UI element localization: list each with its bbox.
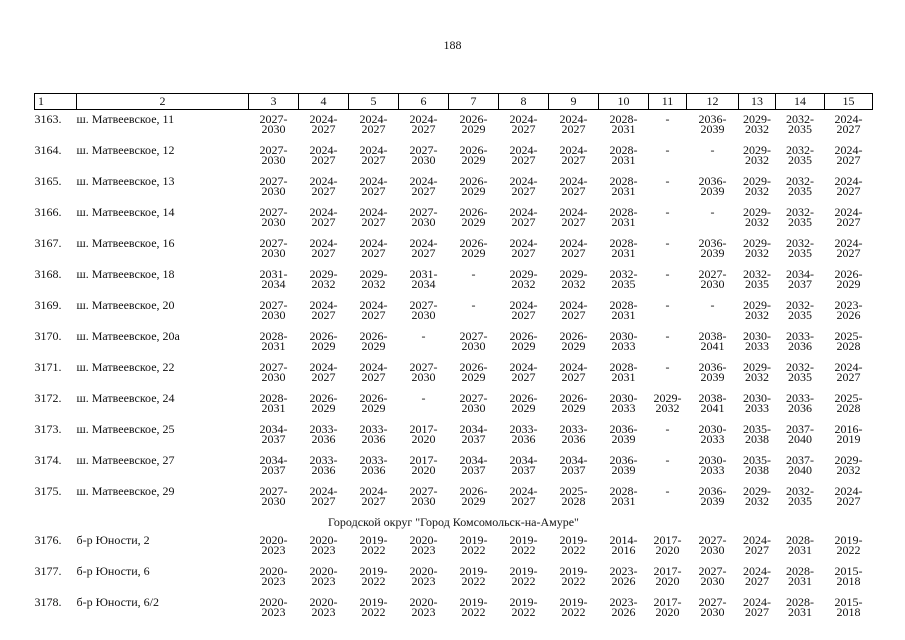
period-cell: 2027- 2030: [698, 564, 727, 588]
header-row: [35, 94, 873, 110]
address-cell: ш. Матвеевское, 13: [76, 174, 175, 188]
row-number: 3171.: [34, 360, 62, 374]
period-cell: 2026- 2029: [459, 112, 488, 136]
period-cell: -: [710, 205, 715, 219]
period-cell: 2036- 2039: [698, 112, 727, 136]
period-cell: 2026- 2029: [459, 205, 488, 229]
row-number: 3165.: [34, 174, 62, 188]
table-row: [35, 451, 873, 482]
period-cell: -: [421, 329, 426, 343]
period-cell: 2029- 2032: [309, 267, 338, 291]
period-cell: 2032- 2035: [786, 236, 814, 260]
period-cell: 2024- 2027: [509, 143, 538, 167]
period-cell: -: [665, 236, 670, 250]
period-cell: 2024- 2027: [509, 236, 538, 260]
period-cell: 2024- 2027: [359, 112, 388, 136]
period-cell: 2020- 2023: [259, 564, 288, 588]
section-title: Городской округ "Город Комсомольск-на-Амуре": [328, 515, 579, 529]
period-cell: 2032- 2035: [743, 267, 771, 291]
period-cell: 2017- 2020: [409, 422, 438, 446]
period-cell: 2024- 2027: [309, 484, 338, 508]
period-cell: 2031- 2034: [409, 267, 438, 291]
period-cell: 2017- 2020: [409, 453, 438, 477]
period-cell: 2033- 2036: [786, 329, 814, 353]
period-cell: 2020- 2023: [409, 564, 438, 588]
period-cell: 2024- 2027: [743, 595, 771, 619]
period-cell: 2028- 2031: [609, 484, 638, 508]
period-cell: 2028- 2031: [609, 143, 638, 167]
header-cell: 13: [739, 94, 776, 110]
period-cell: 2031- 2034: [259, 267, 288, 291]
period-cell: 2033- 2036: [309, 453, 338, 477]
header-cell: 7: [449, 94, 499, 110]
period-cell: 2024- 2027: [834, 174, 863, 198]
table-row: [35, 172, 873, 203]
period-cell: 2014- 2016: [609, 533, 638, 557]
period-cell: 2024- 2027: [359, 143, 388, 167]
period-cell: 2035- 2038: [743, 422, 771, 446]
period-cell: 2035- 2038: [743, 453, 771, 477]
period-cell: -: [665, 174, 670, 188]
period-cell: 2029- 2032: [509, 267, 538, 291]
period-cell: 2029- 2032: [653, 391, 682, 415]
period-cell: 2034- 2037: [459, 453, 488, 477]
period-cell: 2019- 2022: [359, 533, 388, 557]
period-cell: 2034- 2037: [459, 422, 488, 446]
table-row: [35, 562, 873, 593]
address-cell: ш. Матвеевское, 22: [76, 360, 175, 374]
period-cell: 2032- 2035: [786, 174, 814, 198]
period-cell: 2023- 2026: [834, 298, 863, 322]
row-number: 3174.: [34, 453, 62, 467]
period-cell: 2036- 2039: [698, 360, 727, 384]
period-cell: 2024- 2027: [309, 360, 338, 384]
period-cell: -: [665, 360, 670, 374]
period-cell: 2024- 2027: [559, 112, 588, 136]
period-cell: 2024- 2027: [359, 236, 388, 260]
period-cell: -: [665, 205, 670, 219]
period-cell: 2029- 2032: [743, 236, 771, 260]
row-number: 3178.: [34, 595, 62, 609]
period-cell: 2024- 2027: [309, 112, 338, 136]
period-cell: 2028- 2031: [786, 595, 814, 619]
period-cell: 2026- 2029: [509, 329, 538, 353]
table-row: [35, 420, 873, 451]
period-cell: 2023- 2026: [609, 564, 638, 588]
period-cell: 2020- 2023: [309, 595, 338, 619]
address-cell: ш. Матвеевское, 24: [76, 391, 175, 405]
row-number: 3164.: [34, 143, 62, 157]
header-cell: 12: [687, 94, 739, 110]
table-row: [35, 482, 873, 513]
period-cell: 2026- 2029: [459, 484, 488, 508]
address-cell: ш. Матвеевское, 29: [76, 484, 175, 498]
period-cell: 2024- 2027: [359, 360, 388, 384]
period-cell: 2015- 2018: [834, 564, 863, 588]
period-cell: 2029- 2032: [359, 267, 388, 291]
row-number: 3173.: [34, 422, 62, 436]
period-cell: 2028- 2031: [259, 329, 288, 353]
address-cell: б-р Юности, 2: [76, 533, 150, 547]
period-cell: 2024- 2027: [359, 484, 388, 508]
period-cell: 2033- 2036: [559, 422, 588, 446]
period-cell: 2019- 2022: [559, 595, 588, 619]
table-row: [35, 531, 873, 562]
period-cell: 2027- 2030: [259, 112, 288, 136]
period-cell: 2029- 2032: [743, 143, 771, 167]
period-cell: 2032- 2035: [786, 205, 814, 229]
period-cell: 2020- 2023: [409, 595, 438, 619]
address-cell: б-р Юности, 6: [76, 564, 150, 578]
address-cell: ш. Матвеевское, 12: [76, 143, 175, 157]
period-cell: 2028- 2031: [609, 298, 638, 322]
table-row: [35, 389, 873, 420]
period-cell: 2028- 2031: [609, 205, 638, 229]
address-cell: ш. Матвеевское, 11: [76, 112, 175, 126]
period-cell: 2030- 2033: [698, 422, 727, 446]
header-cell: 5: [349, 94, 399, 110]
period-cell: 2024- 2027: [509, 298, 538, 322]
period-cell: 2024- 2027: [743, 533, 771, 557]
period-cell: 2024- 2027: [309, 236, 338, 260]
table-row: [35, 110, 873, 142]
period-cell: -: [665, 298, 670, 312]
period-cell: 2027- 2030: [698, 267, 727, 291]
period-cell: 2019- 2022: [459, 564, 488, 588]
address-cell: ш. Матвеевское, 27: [76, 453, 175, 467]
table-row: [35, 358, 873, 389]
period-cell: 2026- 2029: [509, 391, 538, 415]
period-cell: -: [710, 298, 715, 312]
period-cell: 2025- 2028: [834, 391, 863, 415]
period-cell: 2019- 2022: [509, 595, 538, 619]
period-cell: 2036- 2039: [698, 174, 727, 198]
period-cell: 2033- 2036: [786, 391, 814, 415]
table-row: [35, 593, 873, 624]
period-cell: 2026- 2029: [559, 329, 588, 353]
period-cell: 2032- 2035: [786, 112, 814, 136]
period-cell: 2029- 2032: [559, 267, 588, 291]
period-cell: 2026- 2029: [359, 329, 388, 353]
period-cell: 2032- 2035: [786, 360, 814, 384]
period-cell: 2019- 2022: [559, 564, 588, 588]
period-cell: 2028- 2031: [609, 236, 638, 260]
period-cell: 2028- 2031: [786, 564, 814, 588]
period-cell: 2033- 2036: [509, 422, 538, 446]
period-cell: 2029- 2032: [834, 453, 863, 477]
period-cell: 2024- 2027: [834, 484, 863, 508]
period-cell: -: [710, 143, 715, 157]
period-cell: 2025- 2028: [559, 484, 588, 508]
address-cell: ш. Матвеевское, 25: [76, 422, 175, 436]
period-cell: 2024- 2027: [309, 205, 338, 229]
period-cell: 2036- 2039: [698, 236, 727, 260]
row-number: 3169.: [34, 298, 62, 312]
period-cell: 2028- 2031: [786, 533, 814, 557]
row-number: 3172.: [34, 391, 62, 405]
period-cell: 2032- 2035: [609, 267, 638, 291]
row-number: 3177.: [34, 564, 62, 578]
period-cell: 2036- 2039: [609, 422, 638, 446]
period-cell: 2019- 2022: [359, 595, 388, 619]
period-cell: -: [665, 143, 670, 157]
period-cell: 2026- 2029: [309, 329, 338, 353]
period-cell: 2024- 2027: [509, 174, 538, 198]
period-cell: 2020- 2023: [259, 533, 288, 557]
period-cell: 2027- 2030: [409, 360, 438, 384]
header-cell: 11: [649, 94, 687, 110]
header-cell: 3: [249, 94, 299, 110]
period-cell: 2029- 2032: [743, 205, 771, 229]
period-cell: 2024- 2027: [409, 112, 438, 136]
period-cell: 2027- 2030: [259, 236, 288, 260]
period-cell: 2037- 2040: [786, 422, 814, 446]
address-cell: ш. Матвеевское, 14: [76, 205, 175, 219]
period-cell: 2033- 2036: [309, 422, 338, 446]
period-cell: 2036- 2039: [609, 453, 638, 477]
period-cell: 2024- 2027: [509, 360, 538, 384]
address-cell: б-р Юности, 6/2: [76, 595, 159, 609]
period-cell: 2027- 2030: [698, 533, 727, 557]
period-cell: 2020- 2023: [259, 595, 288, 619]
period-cell: 2030- 2033: [698, 453, 727, 477]
period-cell: 2019- 2022: [559, 533, 588, 557]
period-cell: 2038- 2041: [698, 391, 727, 415]
period-cell: 2028- 2031: [609, 360, 638, 384]
period-cell: 2027- 2030: [259, 143, 288, 167]
period-cell: 2032- 2035: [786, 298, 814, 322]
period-cell: 2027- 2030: [459, 329, 488, 353]
period-cell: -: [665, 422, 670, 436]
period-cell: 2024- 2027: [409, 236, 438, 260]
period-cell: 2020- 2023: [309, 533, 338, 557]
period-cell: 2019- 2022: [509, 533, 538, 557]
period-cell: 2034- 2037: [559, 453, 588, 477]
period-cell: 2029- 2032: [743, 174, 771, 198]
period-cell: -: [665, 484, 670, 498]
period-cell: 2034- 2037: [509, 453, 538, 477]
header-cell: 6: [399, 94, 449, 110]
period-cell: 2015- 2018: [834, 595, 863, 619]
address-cell: ш. Матвеевское, 16: [76, 236, 175, 250]
address-cell: ш. Матвеевское, 18: [76, 267, 175, 281]
table-row: [35, 265, 873, 296]
row-number: 3163.: [34, 112, 62, 126]
period-cell: 2032- 2035: [786, 143, 814, 167]
period-cell: 2024- 2027: [743, 564, 771, 588]
period-cell: 2024- 2027: [559, 360, 588, 384]
header-cell: 2: [77, 94, 249, 110]
table-row: [35, 234, 873, 265]
period-cell: 2024- 2027: [559, 236, 588, 260]
period-cell: -: [471, 298, 476, 312]
period-cell: 2020- 2023: [309, 564, 338, 588]
period-cell: 2027- 2030: [459, 391, 488, 415]
period-cell: 2028- 2031: [259, 391, 288, 415]
period-cell: -: [665, 112, 670, 126]
period-cell: 2034- 2037: [259, 422, 288, 446]
period-cell: 2026- 2029: [309, 391, 338, 415]
period-cell: 2033- 2036: [359, 453, 388, 477]
period-cell: 2032- 2035: [786, 484, 814, 508]
period-cell: 2026- 2029: [834, 267, 863, 291]
period-cell: 2024- 2027: [834, 205, 863, 229]
period-cell: 2026- 2029: [459, 236, 488, 260]
period-cell: 2024- 2027: [834, 360, 863, 384]
header-cell: 15: [825, 94, 873, 110]
period-cell: 2027- 2030: [409, 205, 438, 229]
period-cell: 2029- 2032: [743, 484, 771, 508]
period-cell: 2019- 2022: [834, 533, 863, 557]
period-cell: 2028- 2031: [609, 174, 638, 198]
period-cell: 2027- 2030: [259, 484, 288, 508]
period-cell: 2020- 2023: [409, 533, 438, 557]
row-number: 3175.: [34, 484, 62, 498]
period-cell: 2019- 2022: [459, 595, 488, 619]
row-number: 3167.: [34, 236, 62, 250]
period-cell: -: [421, 391, 426, 405]
period-cell: -: [471, 267, 476, 281]
period-cell: 2017- 2020: [653, 564, 682, 588]
period-cell: 2019- 2022: [509, 564, 538, 588]
period-cell: 2019- 2022: [459, 533, 488, 557]
table-row: [35, 327, 873, 358]
period-cell: 2024- 2027: [359, 174, 388, 198]
header-cell: 8: [499, 94, 549, 110]
period-cell: 2024- 2027: [359, 298, 388, 322]
period-cell: 2026- 2029: [359, 391, 388, 415]
period-cell: 2017- 2020: [653, 533, 682, 557]
period-cell: 2024- 2027: [409, 174, 438, 198]
header-cell: 4: [299, 94, 349, 110]
period-cell: 2024- 2027: [559, 298, 588, 322]
period-cell: 2028- 2031: [609, 112, 638, 136]
table-row: [35, 141, 873, 172]
period-cell: 2036- 2039: [698, 484, 727, 508]
row-number: 3170.: [34, 329, 62, 343]
period-cell: -: [665, 267, 670, 281]
period-cell: 2024- 2027: [559, 205, 588, 229]
row-number: 3176.: [34, 533, 62, 547]
section-row: [35, 513, 873, 531]
period-cell: 2024- 2027: [834, 236, 863, 260]
period-cell: 2024- 2027: [309, 298, 338, 322]
period-cell: 2024- 2027: [359, 205, 388, 229]
period-cell: 2034- 2037: [786, 267, 814, 291]
period-cell: 2024- 2027: [509, 205, 538, 229]
period-cell: 2024- 2027: [509, 112, 538, 136]
period-cell: 2024- 2027: [309, 174, 338, 198]
period-cell: 2023- 2026: [609, 595, 638, 619]
page-number: 188: [443, 38, 462, 52]
period-cell: 2026- 2029: [459, 143, 488, 167]
period-cell: 2026- 2029: [459, 174, 488, 198]
period-cell: 2030- 2033: [743, 391, 771, 415]
period-cell: 2037- 2040: [786, 453, 814, 477]
period-cell: 2019- 2022: [359, 564, 388, 588]
period-cell: 2026- 2029: [459, 360, 488, 384]
period-cell: 2024- 2027: [509, 484, 538, 508]
period-cell: 2024- 2027: [834, 112, 863, 136]
period-cell: 2029- 2032: [743, 112, 771, 136]
period-cell: 2025- 2028: [834, 329, 863, 353]
period-cell: 2027- 2030: [409, 484, 438, 508]
period-cell: -: [665, 453, 670, 467]
period-cell: 2038- 2041: [698, 329, 727, 353]
period-cell: 2024- 2027: [309, 143, 338, 167]
period-cell: 2024- 2027: [559, 174, 588, 198]
period-cell: 2017- 2020: [653, 595, 682, 619]
period-cell: 2027- 2030: [259, 174, 288, 198]
period-cell: 2029- 2032: [743, 298, 771, 322]
header-cell: 9: [549, 94, 599, 110]
table-row: [35, 296, 873, 327]
period-cell: 2026- 2029: [559, 391, 588, 415]
period-cell: 2029- 2032: [743, 360, 771, 384]
period-cell: 2027- 2030: [409, 143, 438, 167]
address-cell: ш. Матвеевское, 20: [76, 298, 175, 312]
period-cell: 2030- 2033: [609, 391, 638, 415]
period-cell: 2027- 2030: [698, 595, 727, 619]
row-number: 3168.: [34, 267, 62, 281]
header-cell: 14: [776, 94, 825, 110]
header-cell: 10: [599, 94, 649, 110]
header-cell: 1: [35, 94, 77, 110]
period-cell: 2030- 2033: [743, 329, 771, 353]
period-cell: 2033- 2036: [359, 422, 388, 446]
period-cell: 2030- 2033: [609, 329, 638, 353]
period-cell: -: [665, 329, 670, 343]
period-cell: 2034- 2037: [259, 453, 288, 477]
row-number: 3166.: [34, 205, 62, 219]
period-cell: 2016- 2019: [834, 422, 863, 446]
table-row: [35, 203, 873, 234]
period-cell: 2027- 2030: [259, 360, 288, 384]
period-cell: 2027- 2030: [259, 298, 288, 322]
period-cell: 2027- 2030: [409, 298, 438, 322]
schedule-table: [34, 93, 873, 624]
address-cell: ш. Матвеевское, 20а: [76, 329, 180, 343]
period-cell: 2024- 2027: [834, 143, 863, 167]
period-cell: 2027- 2030: [259, 205, 288, 229]
period-cell: 2024- 2027: [559, 143, 588, 167]
